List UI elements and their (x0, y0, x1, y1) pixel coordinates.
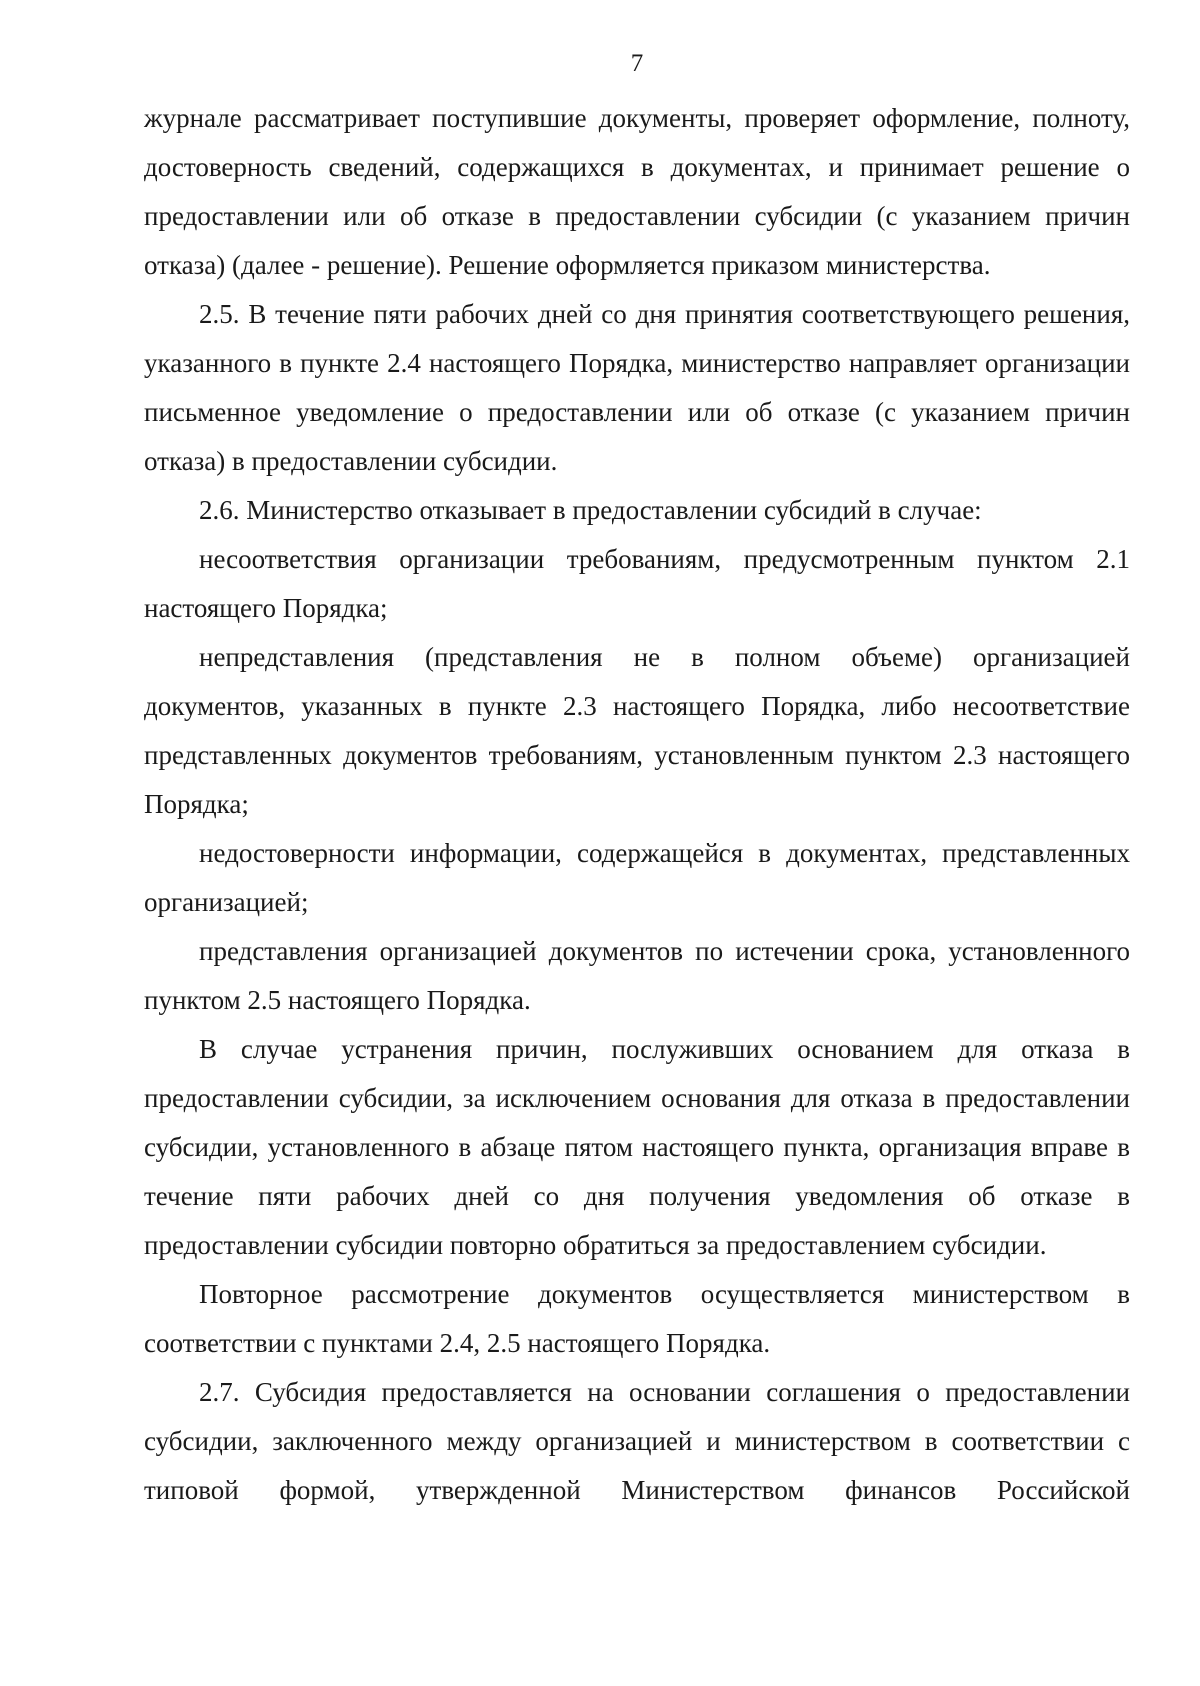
paragraph-reason-2: непредставления (представления не в полном объеме) организацией документов, указанных в пункте 2.3 настоящего Порядка, либо несоответствие представленных документов требованиям, установленным пунктом 2.3 настоящего Порядка; (144, 642, 1130, 819)
page-number: 7 (630, 50, 644, 77)
paragraph-reason-4: представления организацией документов по истечении срока, установленного пунктом 2.5 настоящего Порядка. (144, 936, 1130, 1015)
document-body (144, 94, 1130, 1515)
paragraph-reason-1: несоответствия организации требованиям, предусмотренным пунктом 2.1 настоящего Порядка; (144, 544, 1130, 623)
paragraph-reason-3: недостоверности информации, содержащейся в документах, представленных организацией; (144, 838, 1130, 917)
paragraph-2-7: 2.7. Субсидия предоставляется на основании соглашения о предоставлении субсидии, заключенного между организацией и министерством в соответствии с типовой формой, утвержденной Министерством финансов Российской (144, 1377, 1130, 1505)
paragraph-review: Повторное рассмотрение документов осуществляется министерством в соответствии с пунктами 2.4, 2.5 настоящего Порядка. (144, 1279, 1130, 1358)
paragraph-2-6: 2.6. Министерство отказывает в предоставлении субсидий в случае: (199, 495, 982, 525)
paragraph-2-5: 2.5. В течение пяти рабочих дней со дня принятия соответствующего решения, указанного в пункте 2.4 настоящего Порядка, министерство направляет организации письменное уведомление о предоставлении или об отказе (с указанием причин отказа) в предоставлении субсидии. (144, 299, 1130, 476)
paragraph-continuation: журнале рассматривает поступившие документы, проверяет оформление, полноту, достоверность сведений, содержащихся в документах, и принимает решение о предоставлении или об отказе в предоставлении субсидии (с указанием причин отказа) (далее - решение). Решение оформляется приказом министерства. (144, 103, 1130, 280)
document-page (144, 48, 1130, 1515)
paragraph-resubmission: В случае устранения причин, послуживших основанием для отказа в предоставлении субсидии, за исключением основания для отказа в предоставлении субсидии, установленного в абзаце пятом настоящего пункта, организация вправе в течение пяти рабочих дней со дня получения уведомления об отказе в предоставлении субсидии повторно обратиться за предоставлением субсидии. (144, 1034, 1130, 1260)
